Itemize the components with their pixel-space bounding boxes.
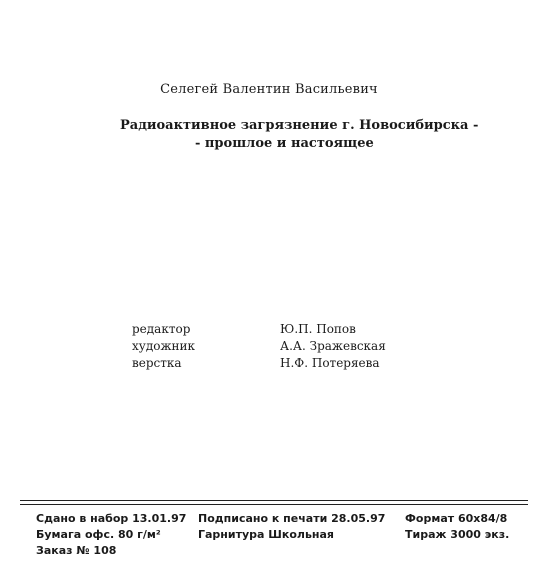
credit-role: художник [132, 339, 195, 353]
author-name: Селегей Валентин Васильевич [160, 82, 378, 97]
imprint-typeset-date: Сдано в набор 13.01.97 [36, 512, 187, 525]
imprint-print-sign-date: Подписано к печати 28.05.97 [198, 512, 386, 525]
credit-role: редактор [132, 322, 191, 336]
credit-role: верстка [132, 356, 182, 370]
divider-rule-top [20, 500, 528, 501]
divider-rule-bottom [20, 504, 528, 505]
book-title-line-1: Радиоактивное загрязнение г. Новосибирска - [120, 118, 479, 133]
credit-name: Н.Ф. Потеряева [280, 356, 380, 370]
credit-row-layout [0, 356, 538, 372]
credit-name: Ю.П. Попов [280, 322, 356, 336]
book-title-line-2: - прошлое и настоящее [195, 136, 374, 151]
imprint-format: Формат 60x84/8 [405, 512, 508, 525]
imprint-typeface: Гарнитура Школьная [198, 528, 334, 541]
imprint-print-run: Тираж 3000 экз. [405, 528, 510, 541]
credit-row-artist [0, 339, 538, 355]
imprint-order-number: Заказ № 108 [36, 544, 117, 557]
imprint-paper: Бумага офс. 80 г/м² [36, 528, 161, 541]
credit-name: А.А. Зражевская [280, 339, 386, 353]
credit-row-editor [0, 322, 538, 338]
